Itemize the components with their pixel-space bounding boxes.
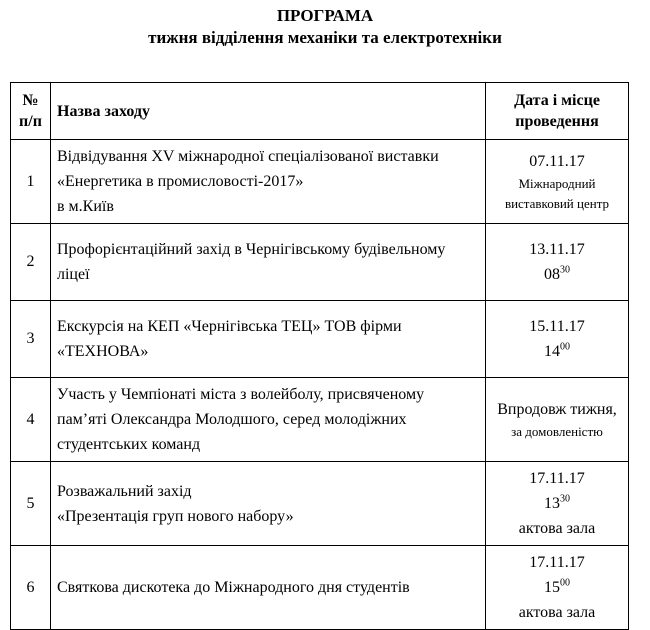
event-line: Екскурсія на КЕП «Чернігівська ТЕЦ» ТОВ фірми bbox=[57, 318, 402, 335]
event-name-cell bbox=[51, 301, 486, 378]
date-line bbox=[492, 174, 622, 194]
table-row bbox=[11, 462, 629, 546]
event-name-cell bbox=[51, 378, 486, 462]
row-number-cell: 1 bbox=[11, 140, 51, 224]
date-line bbox=[492, 149, 622, 174]
col-header-event-label: Назва заходу bbox=[57, 102, 150, 120]
date-place-cell bbox=[486, 224, 629, 301]
col-header-num-line-2: п/п bbox=[19, 113, 42, 130]
table-row bbox=[11, 140, 629, 224]
date-line bbox=[492, 516, 622, 541]
date-place-cell bbox=[486, 378, 629, 462]
date-line-text: 08 bbox=[544, 266, 560, 283]
date-line bbox=[492, 194, 622, 214]
table-row bbox=[11, 224, 629, 301]
row-number-cell: 6 bbox=[11, 546, 51, 630]
table-header bbox=[11, 83, 629, 140]
date-line-text: 13.11.17 bbox=[529, 241, 585, 258]
table-row bbox=[11, 378, 629, 462]
row-number-cell: 5 bbox=[11, 462, 51, 546]
event-line: Відвідування XV міжнародної спеціалізованої виставки bbox=[57, 148, 439, 165]
col-header-event bbox=[51, 83, 486, 140]
event-line: «Енергетика в промисловості-2017» bbox=[57, 173, 304, 190]
title-line-1: ПРОГРАМА bbox=[276, 6, 374, 25]
event-name-cell bbox=[51, 224, 486, 301]
event-line: студентських команд bbox=[57, 436, 201, 453]
date-line-text: виставковий центр bbox=[504, 196, 610, 211]
row-number-cell: 4 bbox=[11, 378, 51, 462]
date-line-text: 13 bbox=[544, 495, 560, 512]
row-number-cell: 2 bbox=[11, 224, 51, 301]
event-line: Розважальний захід bbox=[57, 482, 192, 500]
date-line bbox=[492, 339, 622, 364]
event-line: «Презентація груп нового набору» bbox=[57, 507, 294, 525]
date-line bbox=[492, 491, 622, 516]
date-line bbox=[492, 262, 622, 287]
date-line-text: актова зала bbox=[518, 520, 596, 537]
date-line-text: Міжнародний bbox=[518, 176, 596, 191]
date-line-text: 07.11.17 bbox=[529, 153, 585, 170]
time-superscript: 00 bbox=[560, 577, 570, 589]
date-line bbox=[492, 314, 622, 339]
date-line-text: Впродовж тижня, bbox=[497, 401, 617, 418]
col-header-date-line-2: проведення bbox=[515, 113, 599, 130]
date-line bbox=[492, 575, 622, 600]
event-line: ліцеї bbox=[57, 266, 90, 283]
date-line bbox=[492, 422, 622, 442]
date-line-text: 17.11.17 bbox=[529, 470, 585, 487]
event-line: пам’яті Олександра Молодшого, серед молодіжних bbox=[57, 411, 407, 428]
date-line bbox=[492, 466, 622, 491]
table-row bbox=[11, 546, 629, 630]
col-header-num bbox=[11, 83, 51, 140]
event-line: в м.Київ bbox=[57, 198, 114, 215]
time-superscript: 30 bbox=[560, 264, 570, 276]
date-line-text: актова зала bbox=[518, 604, 596, 621]
event-name-cell bbox=[51, 462, 486, 546]
event-line: Участь у Чемпіонаті міста з волейболу, присвяченому bbox=[57, 386, 425, 403]
page-title bbox=[0, 0, 650, 49]
event-line: Профорієнтаційний захід в Чернігівському будівельному bbox=[57, 241, 446, 258]
date-line bbox=[492, 600, 622, 625]
table-row bbox=[11, 301, 629, 378]
date-line-text: 14 bbox=[544, 343, 560, 360]
date-line-text: 15.11.17 bbox=[529, 318, 585, 335]
col-header-num-line-1: № bbox=[22, 92, 39, 109]
date-line bbox=[492, 237, 622, 262]
row-number-cell: 3 bbox=[11, 301, 51, 378]
event-line: Святкова дискотека до Міжнародного дня студентів bbox=[57, 579, 410, 596]
time-superscript: 00 bbox=[560, 341, 570, 353]
time-superscript: 30 bbox=[560, 493, 570, 505]
date-line bbox=[492, 397, 622, 422]
col-header-date bbox=[486, 83, 629, 140]
date-place-cell bbox=[486, 140, 629, 224]
date-line-text: 15 bbox=[544, 579, 560, 596]
header-row bbox=[11, 83, 629, 140]
event-name-cell bbox=[51, 140, 486, 224]
date-place-cell bbox=[486, 546, 629, 630]
title-line-2: тижня відділення механіки та електротехніки bbox=[148, 28, 502, 47]
date-place-cell bbox=[486, 301, 629, 378]
date-line-text: за домовленістю bbox=[511, 424, 603, 439]
table-body bbox=[11, 140, 629, 630]
col-header-date-line-1: Дата і місце bbox=[514, 92, 600, 109]
date-line-text: 17.11.17 bbox=[529, 554, 585, 571]
date-place-cell bbox=[486, 462, 629, 546]
date-line bbox=[492, 550, 622, 575]
event-line: «ТЕХНОВА» bbox=[57, 343, 149, 360]
program-table bbox=[10, 82, 629, 630]
event-name-cell bbox=[51, 546, 486, 630]
